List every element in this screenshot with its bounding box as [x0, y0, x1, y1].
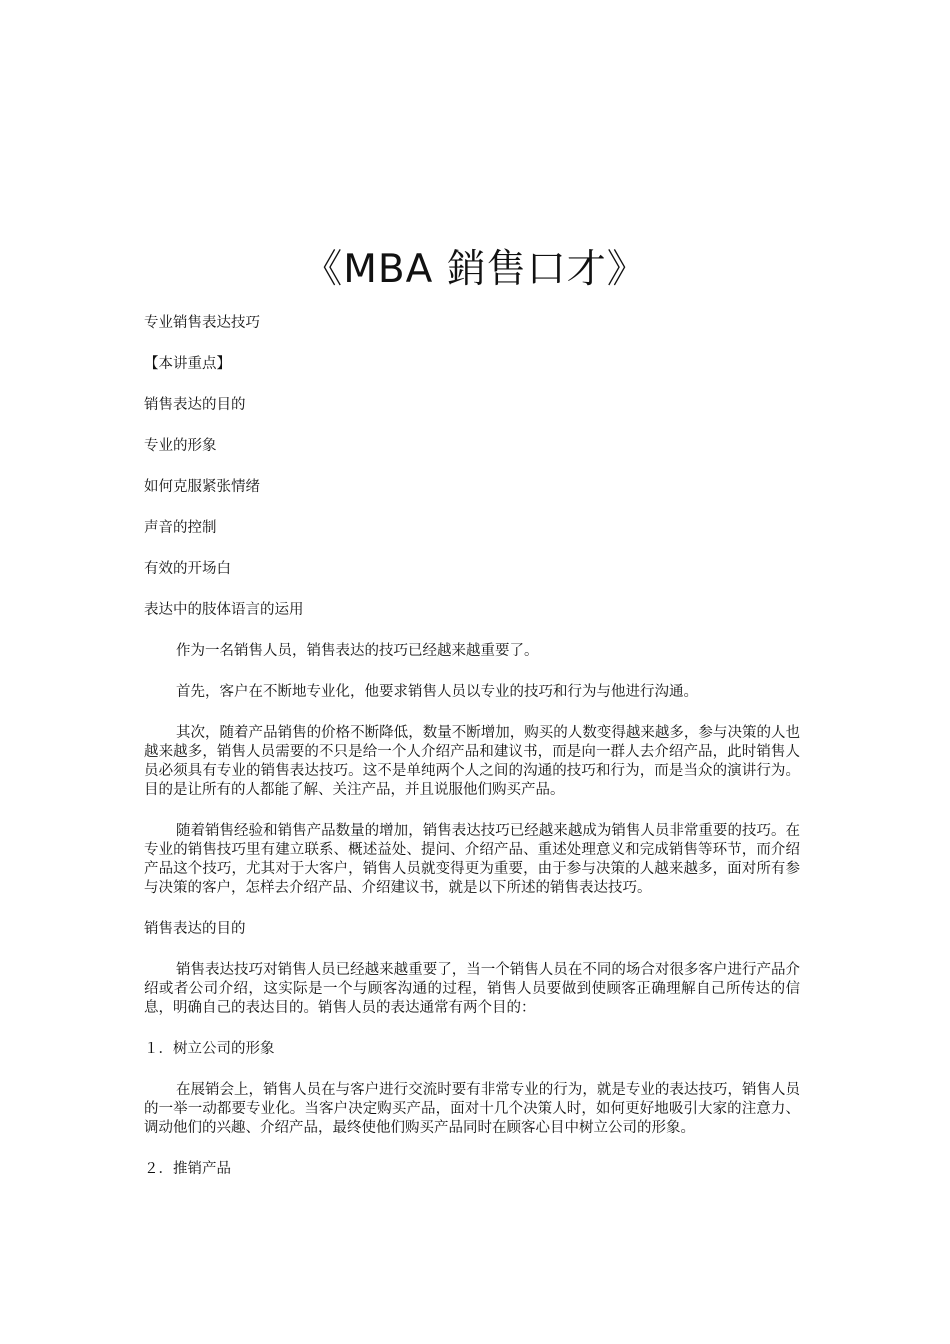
- body-paragraph: 首先，客户在不断地专业化，他要求销售人员以专业的技巧和行为与他进行沟通。: [176, 684, 698, 700]
- numbered-item: １．树立公司的形象: [144, 1041, 275, 1057]
- body-paragraph: 作为一名销售人员，销售表达的技巧已经越来越重要了。: [176, 643, 539, 659]
- key-point-item: 专业的形象: [144, 438, 217, 454]
- body-paragraph: 其次，随着产品销售的价格不断降低，数量不断增加，购买的人数变得越来越多，参与决策的人也越来越多，销售人员需要的不只是给一个人介绍产品和建议书，而是向一群人去介绍产品，此时销售人员必须具有专业的销售表达技巧。这不是单纯两个人之间的沟通的技巧和行为，而是当众的演讲行为。目的是让所有的人都能了解、关注产品，并且说服他们购买产品。: [144, 725, 800, 798]
- section-heading: 销售表达的目的: [144, 921, 246, 937]
- body-paragraph: 在展销会上，销售人员在与客户进行交流时要有非常专业的行为，就是专业的表达技巧，销售人员的一举一动都要专业化。当客户决定购买产品，面对十几个决策人时，如何更好地吸引大家的注意力、调动他们的兴趣、介绍产品，最终使他们购买产品同时在顾客心目中树立公司的形象。: [144, 1082, 800, 1136]
- numbered-item: ２．推销产品: [144, 1161, 231, 1177]
- key-points-header: 【本讲重点】: [144, 356, 231, 372]
- subtitle: 专业销售表达技巧: [144, 315, 260, 331]
- document-body: [144, 314, 800, 1201]
- document-title: 《MBA 銷售口才》: [303, 247, 647, 292]
- body-paragraph: 随着销售经验和销售产品数量的增加，销售表达技巧已经越来越成为销售人员非常重要的技巧。在专业的销售技巧里有建立联系、概述益处、提问、介绍产品、重述处理意义和完成销售等环节，而介绍产品这个技巧，尤其对于大客户，销售人员就变得更为重要，由于参与决策的人越来越多，面对所有参与决策的客户，怎样去介绍产品、介绍建议书，就是以下所述的销售表达技巧。: [144, 823, 800, 896]
- key-point-item: 销售表达的目的: [144, 397, 246, 413]
- key-point-item: 有效的开场白: [144, 561, 231, 577]
- body-paragraph: 销售表达技巧对销售人员已经越来越重要了，当一个销售人员在不同的场合对很多客户进行产品介绍或者公司介绍，这实际是一个与顾客沟通的过程，销售人员要做到使顾客正确理解自己所传达的信息，明确自己的表达目的。销售人员的表达通常有两个目的：: [144, 962, 800, 1016]
- key-point-item: 如何克服紧张情绪: [144, 479, 260, 495]
- key-point-item: 表达中的肢体语言的运用: [144, 602, 304, 618]
- key-point-item: 声音的控制: [144, 520, 217, 536]
